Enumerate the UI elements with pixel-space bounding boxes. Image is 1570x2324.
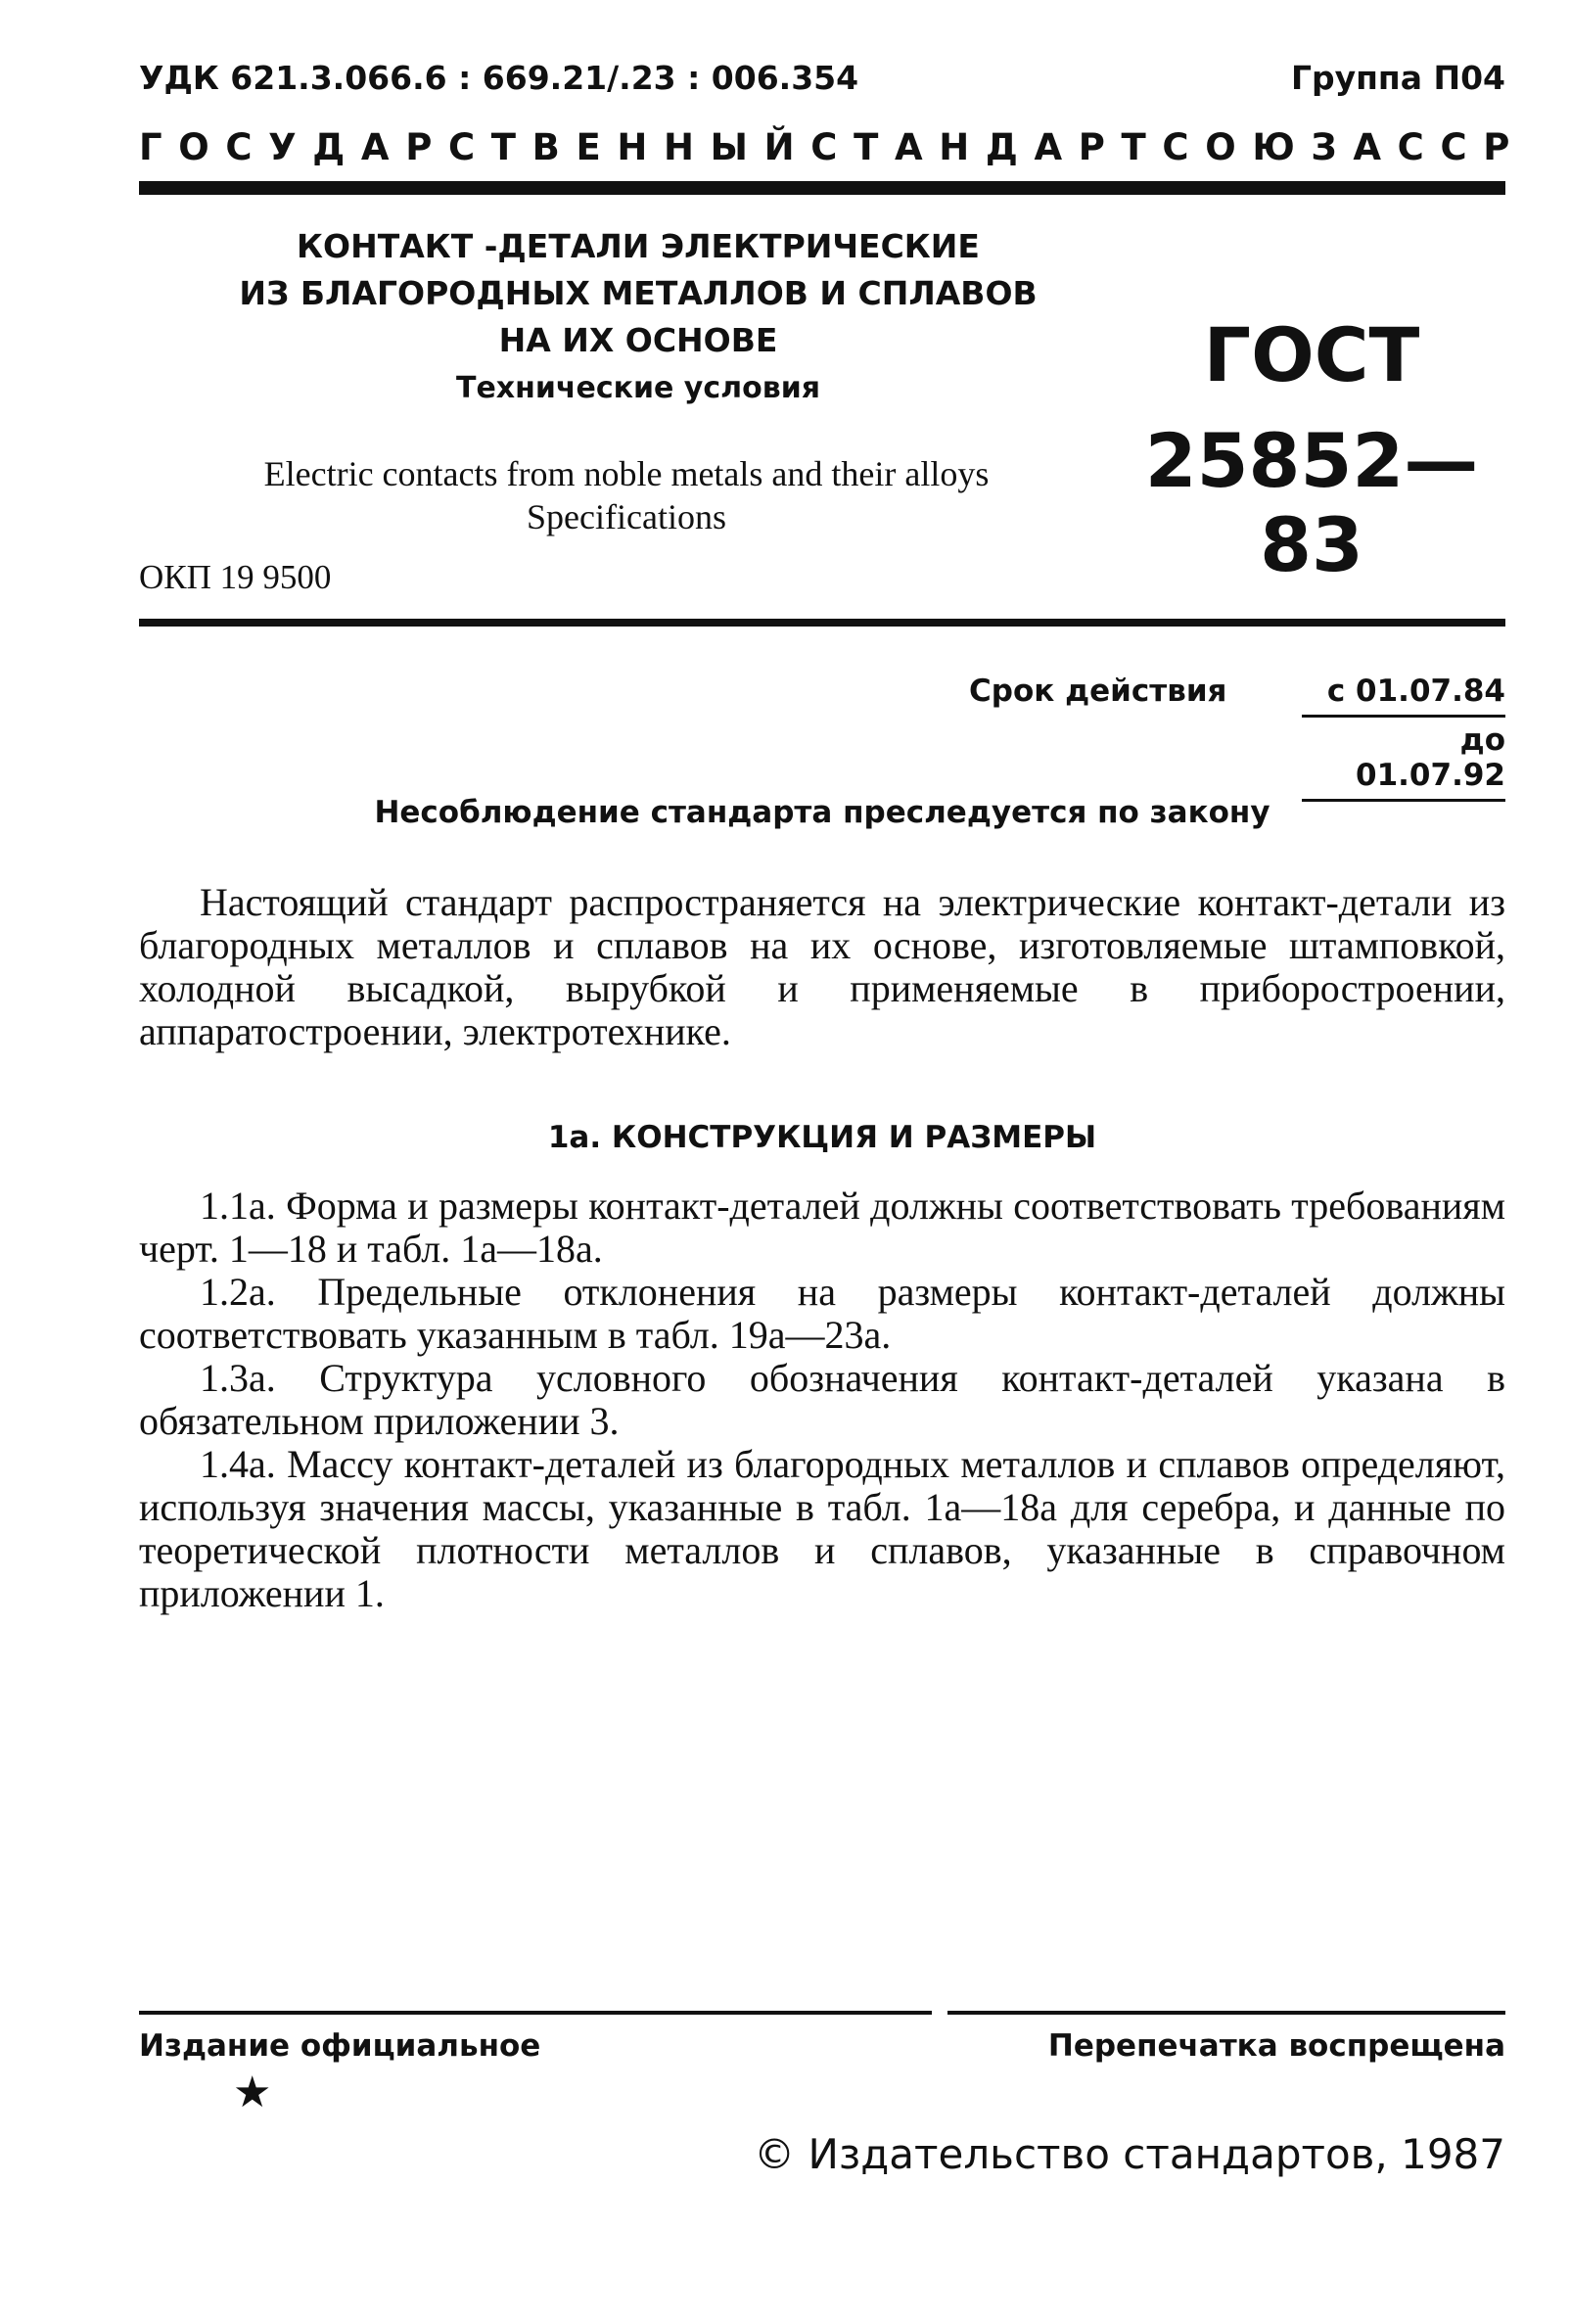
header-thick-divider	[139, 181, 1505, 195]
gost-label: ГОСТ	[1203, 311, 1420, 398]
group-code: Группа П04	[1290, 59, 1505, 97]
title-en-line: Electric contacts from noble metals and their alloys	[263, 454, 990, 493]
title-en	[157, 452, 1096, 538]
validity-from: с 01.07.84	[1302, 674, 1505, 718]
state-standard-title	[139, 125, 1527, 170]
okp-code: ОКП 19 9500	[139, 558, 332, 596]
udk-code: УДК 621.3.066.6 : 669.21/.23 : 006.354	[139, 59, 859, 97]
subtitle-ru: Технические условия	[456, 371, 820, 405]
state-title-word: СТАНДАРТ	[810, 126, 1163, 168]
gost-number: 25852—83	[1144, 417, 1479, 588]
title-ru-line: НА ИХ ОСНОВЕ	[498, 321, 778, 359]
intro-text: Настоящий стандарт распространяется на электрические контакт-детали из благородных металлов и сплавов на их основе, изготовляемые штамповкой, холодной высадкой, вырубкой и применяемые в приборостроении, аппаратостроении, электротехнике.	[139, 880, 1505, 1053]
section-heading: 1а. КОНСТРУКЦИЯ И РАЗМЕРЫ	[547, 1120, 1097, 1155]
publisher-copyright: © Издательство стандартов, 1987	[754, 2130, 1505, 2178]
clause: 1.3а. Структура условного обозначения контакт-деталей указана в обязательном приложении 3.	[139, 1356, 1505, 1443]
title-ru	[139, 223, 1137, 364]
state-title-word: ССР	[1397, 126, 1527, 168]
validity-to: до 01.07.92	[1302, 722, 1505, 802]
title-block	[139, 223, 1137, 409]
intro-paragraph	[139, 881, 1505, 1053]
footer-divider-left	[139, 2011, 932, 2015]
clause: 1.2а. Предельные отклонения на размеры контакт-деталей должны соответствовать указанным в табл. 19а—23а.	[139, 1270, 1505, 1357]
reprint-note: Перепечатка воспрещена	[1047, 2028, 1505, 2064]
title-en-line: Specifications	[527, 497, 726, 536]
legal-warning: Несоблюдение стандарта преследуется по закону	[374, 795, 1270, 830]
state-title-word: ГОСУДАРСТВЕННЫЙ	[139, 126, 811, 168]
star-icon: ★	[233, 2068, 272, 2117]
state-title-word: СОЮЗА	[1162, 126, 1398, 168]
validity-label: Срок действия	[969, 674, 1227, 709]
title-ru-line: ИЗ БЛАГОРОДНЫХ МЕТАЛЛОВ И СПЛАВОВ	[239, 274, 1038, 312]
title-ru-line: КОНТАКТ -ДЕТАЛИ ЭЛЕКТРИЧЕСКИЕ	[297, 227, 980, 265]
clause: 1.1а. Форма и размеры контакт-деталей должны соответствовать требованиям черт. 1—18 и табл. 1а—18а.	[139, 1184, 1505, 1271]
edition-note: Издание официальное	[139, 2028, 541, 2064]
clauses	[139, 1185, 1505, 1615]
title-divider	[139, 619, 1505, 627]
clause: 1.4а. Массу контакт-деталей из благородных металлов и сплавов определяют, используя значения массы, указанные в табл. 1а—18а для серебра, и данные по теоретической плотности металлов и сплавов, указанные в справочном приложении 1.	[139, 1442, 1505, 1615]
footer-divider-right	[947, 2011, 1505, 2015]
